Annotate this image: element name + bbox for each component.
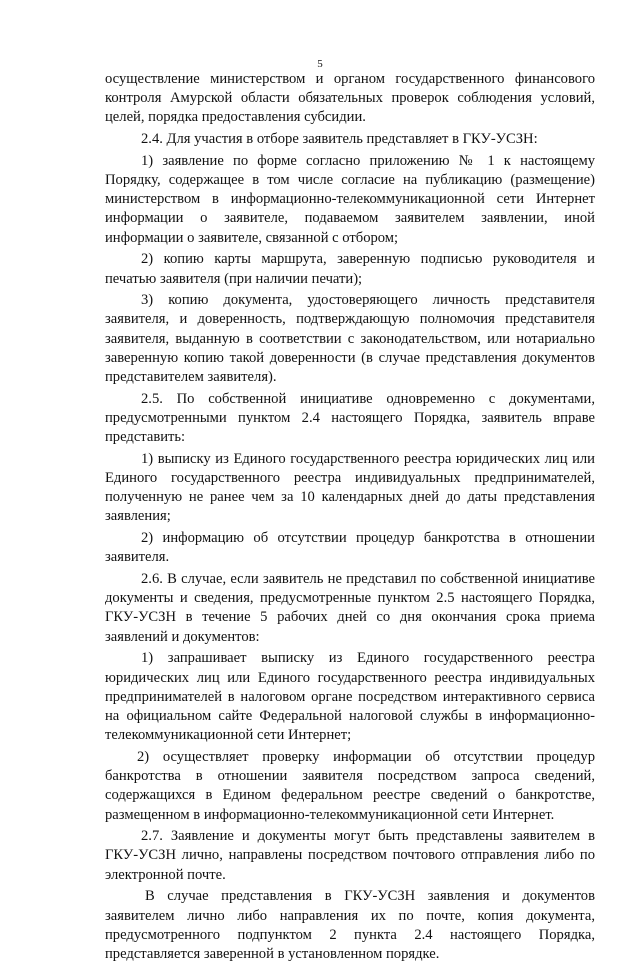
page-number: 5: [317, 58, 323, 70]
paragraph: 2) копию карты маршрута, заверенную подписью руководителя и печатью заявителя (при наличии печати);: [105, 251, 595, 287]
paragraph: 2.6. В случае, если заявитель не представил по собственной инициативе документы и сведения, предусмотренные пунктом 2.5 настоящего Порядка, ГКУ-УСЗН в течение 5 рабочих дней со дня окончания срока приема заявлений и документов:: [105, 571, 595, 645]
paragraph: 1) запрашивает выписку из Единого государственного реестра юридических лиц или Единого государственного реестра индивидуальных предпринимателей в налоговом органе посредством интерактивного сервиса на официальном сайте Федеральной налоговой службы в информационно-телекоммуникационной сети Интернет;: [105, 650, 595, 744]
paragraph: 1) заявление по форме согласно приложению № 1 к настоящему Порядку, содержащее в том числе согласие на публикацию (размещение) министерством в информационно-телекоммуникационной сети Интернет информации о заявителе, подаваемом заявителем заявлении, иной информации о заявителе, связанной с отбором;: [105, 152, 595, 246]
paragraph: 3) копию документа, удостоверяющего личность представителя заявителя, и доверенность, подтверждающую полномочия представителя заявителя, выданную в соответствии с законодательством, или нотариально заверенную копию такой доверенности (в случае представления документов представителем заявителя).: [105, 292, 595, 386]
paragraph: 2) информацию об отсутствии процедур банкротства в отношении заявителя.: [105, 530, 595, 566]
paragraph: 2) осуществляет проверку информации об отсутствии процедур банкротства в отношении заявителя посредством запроса сведений, содержащихся в Едином федеральном реестре сведений о банкротстве, размещенном в информационно-телекоммуникационной сети Интернет.: [105, 748, 595, 823]
paragraph: 2.5. По собственной инициативе одновременно с документами, предусмотренными пунктом 2.4 настоящего Порядка, заявитель вправе представить:: [105, 390, 595, 446]
paragraph: 2.4. Для участия в отборе заявитель представляет в ГКУ-УСЗН:: [141, 131, 538, 148]
paragraph: 2.7. Заявление и документы могут быть представлены заявителем в ГКУ-УСЗН лично, направлены посредством почтового отправления либо по электронной почте.: [105, 828, 595, 883]
document-body: [105, 70, 595, 967]
paragraph: В случае представления в ГКУ-УСЗН заявления и документов заявителем лично либо направления их по почте, копия документа, предусмотренного подпунктом 2 пункта 2.4 настоящего Порядка, представляется заверенной в установленном порядке.: [105, 888, 595, 962]
paragraph: 1) выписку из Единого государственного реестра юридических лиц или Единого государственного реестра индивидуальных предпринимателей, полученную не ранее чем за 10 календарных дней до даты представления заявления;: [105, 450, 595, 525]
paragraph: осуществление министерством и органом государственного финансового контроля Амурской области обязательных проверок соблюдения условий, целей, порядка предоставления субсидии.: [105, 71, 595, 126]
